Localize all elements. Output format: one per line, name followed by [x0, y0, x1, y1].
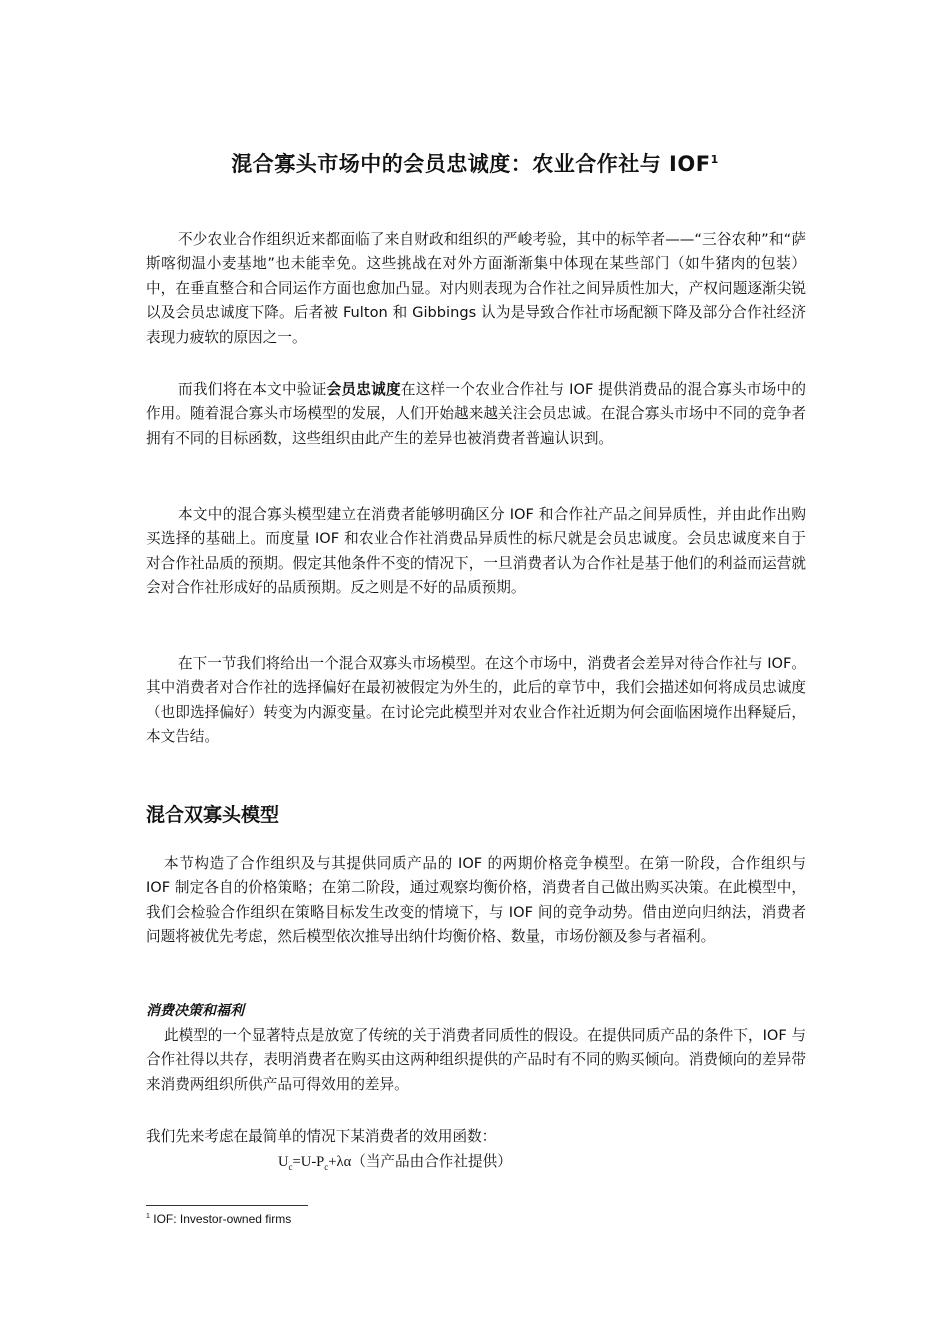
utility-formula: [278, 1150, 512, 1172]
formula-tail: +λα（当产品由合作社提供）: [328, 1154, 512, 1170]
footnote: [146, 1212, 291, 1226]
subsection-heading: 消费决策和福利: [146, 1002, 244, 1018]
footnote-reference[interactable]: 1: [710, 153, 719, 166]
section-heading: 混合双寡头模型: [146, 804, 280, 826]
paragraph-consumer: 此模型的一个显著特点是放宽了传统的关于消费者同质性的假设。在提供同质产品的条件下，IOF 与合作社得以共存，表明消费者在购买由这两种组织提供的产品时有不同的购买倾向。消费倾向的差异带来消费两组织所供产品可得效用的差异。: [146, 1027, 806, 1093]
title-text: 混合寡头市场中的会员忠诚度：农业合作社与 IOF: [231, 152, 711, 176]
footnote-mark: 1: [146, 1213, 150, 1220]
formula-u-subscript: c: [288, 1161, 293, 1172]
paragraph-outline: 在下一节我们将给出一个混合双寡头市场模型。在这个市场中，消费者会差异对待合作社与 IOF。其中消费者对合作社的选择偏好在最初被假定为外生的，此后的章节中，我们会描述如何将成员忠诚度（也即选择偏好）转变为内源变量。在讨论完此模型并对农业合作社近期为何会面临困境作出释疑后，本文告结。: [146, 655, 806, 746]
emphasis-member-loyalty: 会员忠诚度: [326, 381, 401, 398]
formula-u: U: [278, 1154, 289, 1170]
paragraph-intro: 不少农业合作组织近来都面临了来自财政和组织的严峻考验，其中的标竿者——“三谷农种”和“萨斯喀彻温小麦基地”也未能幸免。这些挑战在对外方面渐渐集中体现在某些部门（如牛猪肉的包装）中，在垂直整合和合同运作方面也愈加凸显。对内则表现为合作社之间异质性加大，产权问题逐渐尖锐以及会员忠诚度下降。后者被 Fulton 和 Gibbings 认为是导致合作社市场配额下降及部分合作社经济表现力疲软的原因之一。: [146, 231, 806, 346]
paragraph-section-intro: 本节构造了合作组织及与其提供同质产品的 IOF 的两期价格竞争模型。在第一阶段，合作组织与 IOF 制定各自的价格策略；在第二阶段，通过观察均衡价格，消费者自己做出购买决策。在此模型中，我们会检验合作组织在策略目标发生改变的情境下，与 IOF 间的竞争动势。借由逆向归纳法，消费者问题将被优先考虑，然后模型依次推导出纳什均衡价格、数量，市场份额及参与者福利。: [146, 855, 806, 946]
paragraph-text: 而我们将在本文中验证: [178, 381, 327, 398]
formula-p-subscript: c: [324, 1161, 329, 1172]
paragraph-utility-intro: 我们先来考虑在最简单的情况下某消费者的效用函数：: [146, 1128, 497, 1145]
page-title: [0, 148, 950, 178]
paragraph-loyalty: [146, 378, 806, 451]
footnote-text: IOF: Investor-owned firms: [149, 1212, 292, 1226]
formula-middle: =U-P: [292, 1154, 325, 1170]
paragraph-text: 在这样一个农业合作社与 IOF 提供消费品的混合寡头市场中的作用。随着混合寡头市场模型的发展，人们开始越来越关注会员忠诚。在混合寡头市场中不同的竞争者拥有不同的目标函数，这些组织由此产生的差异也被消费者普遍认识到。: [146, 381, 806, 447]
paragraph-model-basis: 本文中的混合寡头模型建立在消费者能够明确区分 IOF 和合作社产品之间异质性，并由此作出购买选择的基础上。而度量 IOF 和农业合作社消费品异质性的标尺就是会员忠诚度。会员忠诚度来自于对合作社品质的预期。假定其他条件不变的情况下，一旦消费者认为合作社是基于他们的利益而运营就会对合作社形成好的品质预期。反之则是不好的品质预期。: [146, 506, 806, 597]
footnote-separator: [146, 1205, 308, 1206]
